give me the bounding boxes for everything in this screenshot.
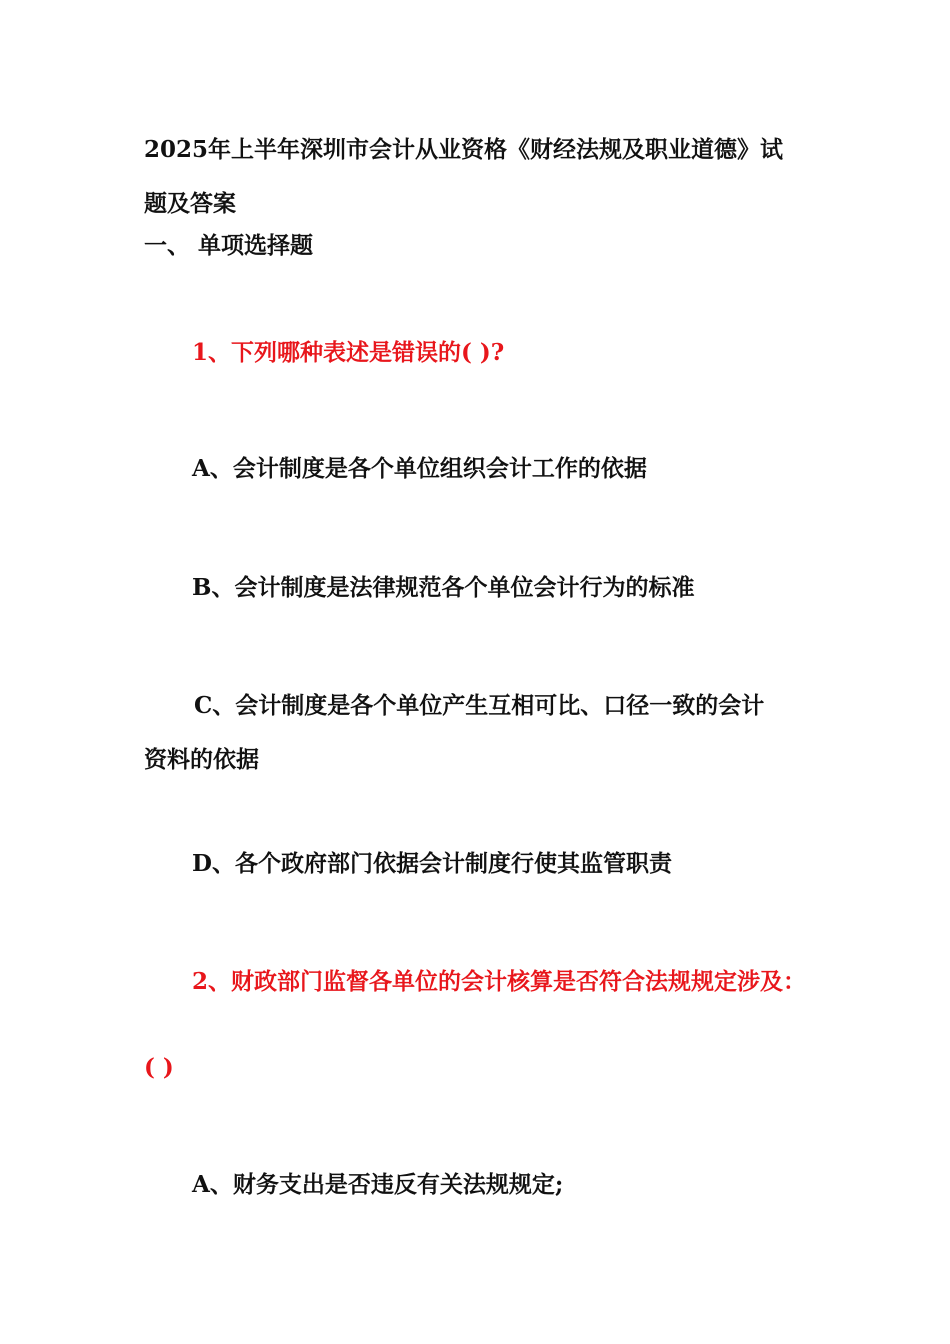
question-2-option-a: A、财务支出是否违反有关法规规定; xyxy=(192,1171,564,1198)
document-title-line-2: 题及答案 xyxy=(144,190,236,217)
question-1-option-c-line-1: C、会计制度是各个单位产生互相可比、口径一致的会计 xyxy=(194,692,765,719)
document-title-line-1: 2025年上半年深圳市会计从业资格《财经法规及职业道德》试 xyxy=(144,136,784,163)
question-1-stem: 1、下列哪种表述是错误的( )? xyxy=(192,339,505,366)
question-1-option-a: A、会计制度是各个单位组织会计工作的依据 xyxy=(192,455,647,482)
question-1-option-d: D、各个政府部门依据会计制度行使其监管职责 xyxy=(192,850,672,877)
question-2-stem-line-1: 2、财政部门监督各单位的会计核算是否符合法规规定涉及： xyxy=(192,968,807,995)
question-2-stem-line-2: ( ) xyxy=(144,1054,174,1081)
section-heading: 一、 单项选择题 xyxy=(144,232,314,259)
question-1-option-b: B、会计制度是法律规范各个单位会计行为的标准 xyxy=(192,574,695,601)
question-1-option-c-line-2: 资料的依据 xyxy=(144,746,259,773)
